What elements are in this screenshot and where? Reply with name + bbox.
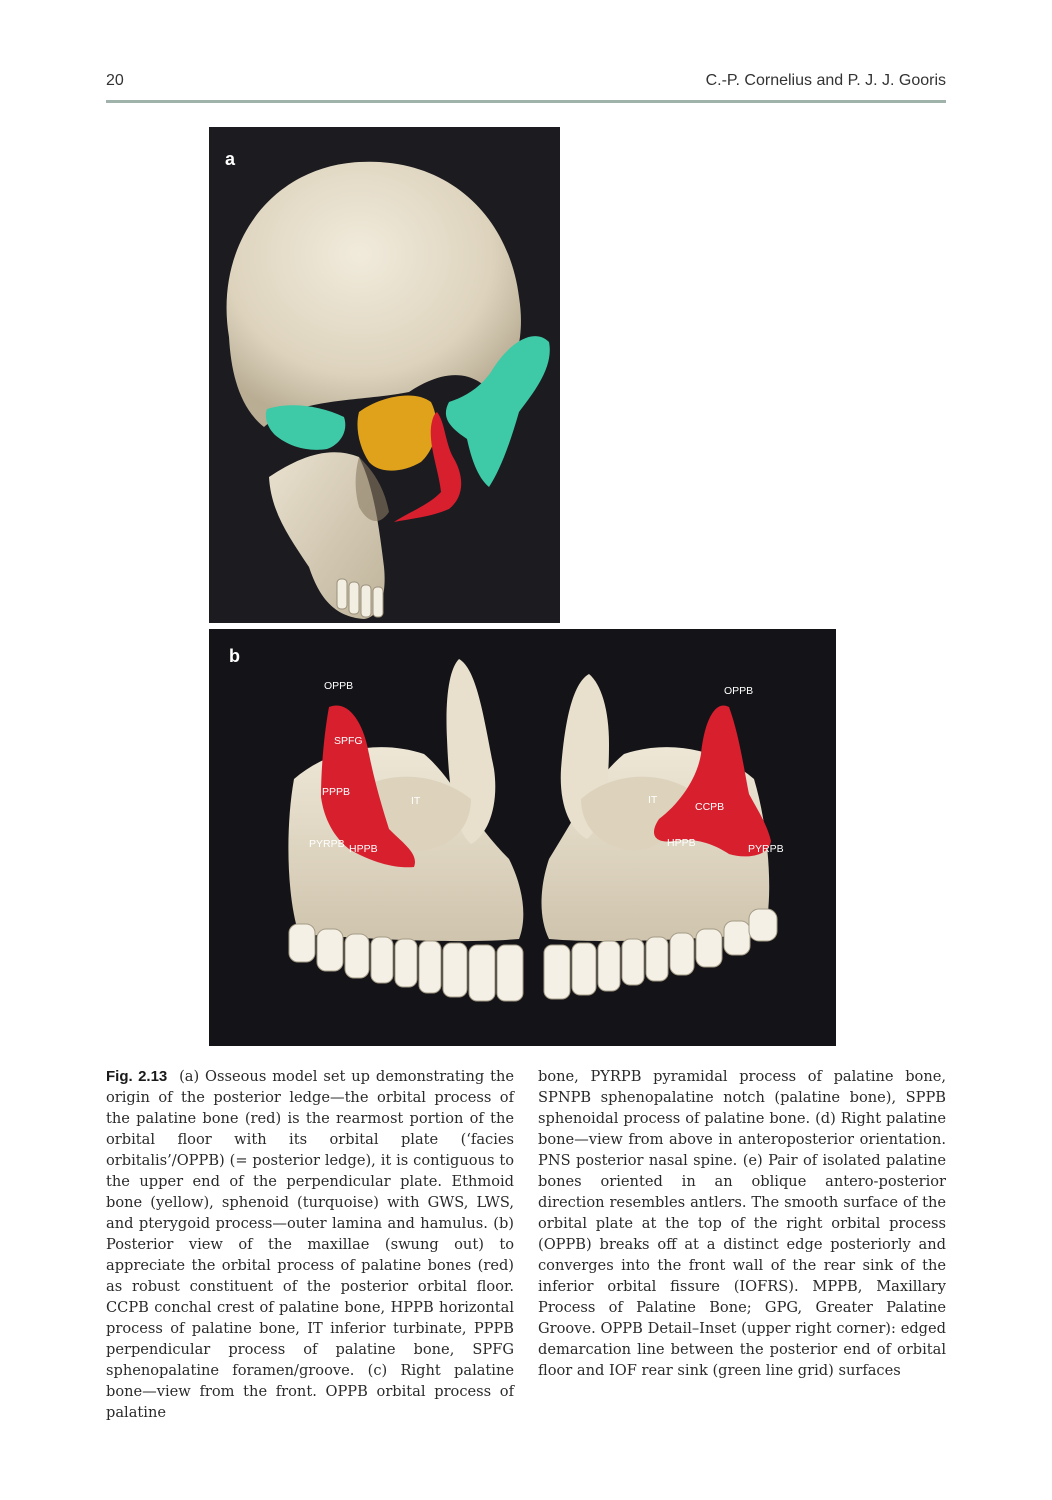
header-rule — [106, 100, 946, 103]
label-right-ccpb: CCPB — [695, 801, 725, 813]
tooth — [371, 937, 393, 983]
tooth — [749, 909, 777, 941]
label-left-oppb: OPPB — [324, 680, 354, 692]
label-right-it: IT — [648, 794, 658, 806]
tooth — [349, 582, 359, 614]
tooth — [572, 943, 596, 995]
label-left-it: IT — [411, 795, 421, 807]
tooth — [544, 945, 570, 999]
tooth — [345, 934, 369, 978]
tooth — [373, 587, 383, 617]
tooth — [670, 933, 694, 975]
tooth — [317, 929, 343, 971]
tooth — [646, 937, 668, 981]
tooth — [469, 945, 495, 1001]
ethmoid-shape — [357, 395, 436, 470]
tooth — [443, 943, 467, 997]
tooth — [598, 941, 620, 991]
running-header — [106, 72, 946, 96]
panel-letter-a: a — [225, 149, 236, 169]
sphenoid-left-shape — [266, 405, 345, 450]
tooth — [289, 924, 315, 962]
label-right-pyrpb: PYRPB — [748, 843, 784, 855]
page-number: 20 — [106, 72, 124, 89]
label-right-hppb: HPPB — [667, 837, 696, 849]
caption-column-left — [106, 1066, 514, 1423]
running-head-authors: C.-P. Cornelius and P. J. J. Gooris — [705, 72, 946, 89]
figure-panel-b — [209, 629, 836, 1046]
tooth — [622, 939, 644, 985]
caption-right-text: bone, PYRPB pyramidal process of palatine bone, SPNPB sphenopalatine notch (palatine bone), SPPB sphenoidal process of palatine bone. (d) Right palatine bone—view from above in anteroposterior orientation. PNS posterior nasal spine. (e) Pair of isolated palatine bones oriented in an oblique antero-posterior direction resembles antlers. The smooth surface of the orbital plate at the top of the right orbital process (OPPB) breaks off at a distinct edge posteriorly and converges into the front wall of the rear sink of the inferior orbital fissure (IOFRS). MPPB, Maxillary Process of Palatine Bone; GPG, Greater Palatine Groove. OPPB Detail–Inset (upper right corner): edged demarcation line between the posterior end of orbital floor and IOF rear sink (green line grid) surfaces — [538, 1068, 946, 1379]
caption-left-text: (a) Osseous model set up demonstrating the origin of the posterior ledge—the orbital process of the palatine bone (red) is the rearmost portion of the orbital floor with its orbital plate (‘facies orbitalis’/OPPB) (= posterior ledge), it is contiguous to the upper end of the perpendicular plate. Ethmoid bone (yellow), sphenoid (turquoise) with GWS, LWS, and pterygoid process—outer lamina and hamulus. (b) Posterior view of the maxillae (swung out) to appreciate the orbital process of palatine bones (red) as robust constituent of the posterior orbital floor. CCPB conchal crest of palatine bone, HPPB horizontal process of palatine bone, IT inferior turbinate, PPPB perpendicular process of palatine bone, SPFG sphenopalatine foramen/groove. (c) Right palatine bone—view from the front. OPPB orbital process of palatine — [106, 1068, 514, 1421]
label-right-oppb: OPPB — [724, 685, 754, 697]
tooth — [497, 945, 523, 1001]
figure-label: Fig. 2.13 — [106, 1068, 168, 1085]
label-left-spfg: SPFG — [334, 735, 363, 747]
tooth — [696, 929, 722, 967]
tooth — [419, 941, 441, 993]
label-left-pyrpb: PYRPB — [309, 838, 345, 850]
caption-left-paragraph — [106, 1066, 514, 1423]
tooth — [395, 939, 417, 987]
figure-panel-a — [209, 127, 560, 623]
cranium-shape — [227, 162, 521, 427]
label-left-pppb: PPPB — [322, 786, 351, 798]
tooth — [337, 579, 347, 609]
label-left-hppb: HPPB — [349, 843, 378, 855]
caption-column-right — [538, 1066, 946, 1381]
skull-model-illustration — [209, 127, 560, 623]
tooth — [724, 921, 750, 955]
panel-letter-b: b — [229, 646, 240, 666]
tooth — [361, 585, 371, 617]
